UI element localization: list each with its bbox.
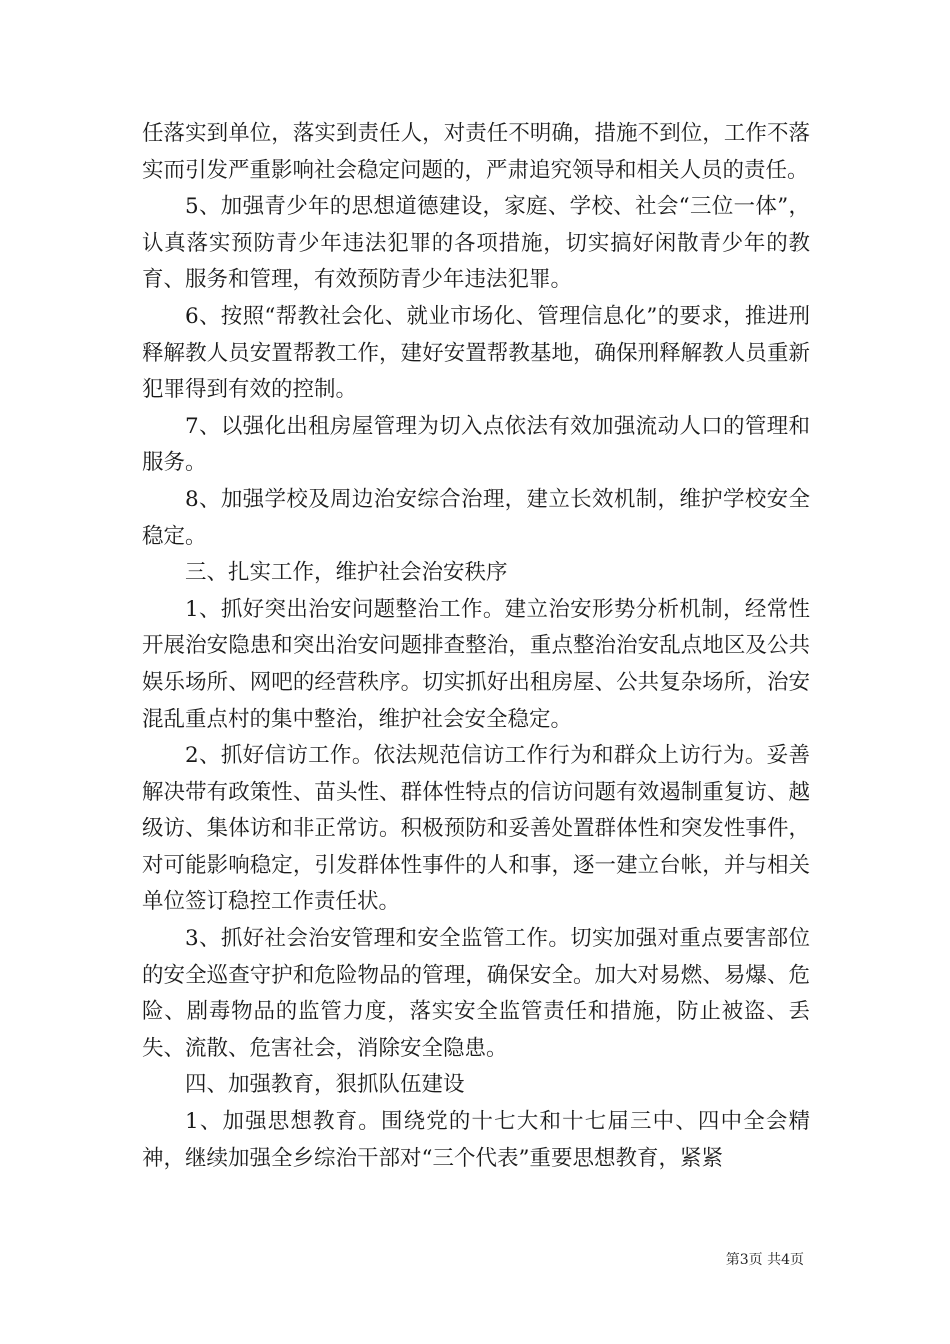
section-heading-3: 三、扎实工作，维护社会治安秩序 <box>185 560 508 586</box>
paragraph-item-7: 7、以强化出租房屋管理为切入点依法有效加强流动人口的管理和服务。 <box>142 413 810 476</box>
paragraph-section4-item-1: 1、加强思想教育。围绕党的十七大和十七届三中、四中全会精神，继续加强全乡综治干部对“三个代表”重要思想教育，紧紧 <box>142 1109 810 1171</box>
document-body <box>142 116 810 1177</box>
paragraph-section3-item-2: 2、抓好信访工作。依法规范信访工作行为和群众上访行为。妥善解决带有政策性、苗头性、群体性特点的信访问题有效遏制重复访、越级访、集体访和非正常访。积极预防和妥善处置群体性和突发性事件，对可能影响稳定，引发群体性事件的人和事，逐一建立台帐，并与相关单位签订稳控工作责任状。 <box>142 743 810 915</box>
section-heading-4: 四、加强教育，狠抓队伍建设 <box>185 1072 465 1098</box>
paragraph-section3-item-1: 1、抓好突出治安问题整治工作。建立治安形势分析机制，经常性开展治安隐患和突出治安问题排查整治，重点整治治安乱点地区及公共娱乐场所、网吧的经营秩序。切实抓好出租房屋、公共复杂场所，治安混乱重点村的集中整治，维护社会安全稳定。 <box>142 596 810 732</box>
paragraph-item-5: 5、加强青少年的思想道德建设，家庭、学校、社会“三位一体”，认真落实预防青少年违法犯罪的各项措施，切实搞好闲散青少年的教育、服务和管理，有效预防青少年违法犯罪。 <box>142 194 810 293</box>
paragraph-item-6: 6、按照“帮教社会化、就业市场化、管理信息化”的要求，推进刑释解教人员安置帮教工作，建好安置帮教基地，确保刑释解教人员重新犯罪得到有效的控制。 <box>142 303 810 403</box>
page-number-footer: 第3页 共4页 <box>725 1252 804 1268</box>
paragraph-section3-item-3: 3、抓好社会治安管理和安全监管工作。切实加强对重点要害部位的安全巡查守护和危险物品的管理，确保安全。加大对易燃、易爆、危险、剧毒物品的监管力度，落实安全监管责任和措施，防止被盗、丢失、流散、危害社会，消除安全隐患。 <box>142 926 810 1061</box>
paragraph-continuation: 任落实到单位，落实到责任人，对责任不明确，措施不到位，工作不落实而引发严重影响社会稳定问题的，严肃追究领导和相关人员的责任。 <box>142 121 810 183</box>
paragraph-item-8: 8、加强学校及周边治安综合治理，建立长效机制，维护学校安全稳定。 <box>142 486 810 549</box>
